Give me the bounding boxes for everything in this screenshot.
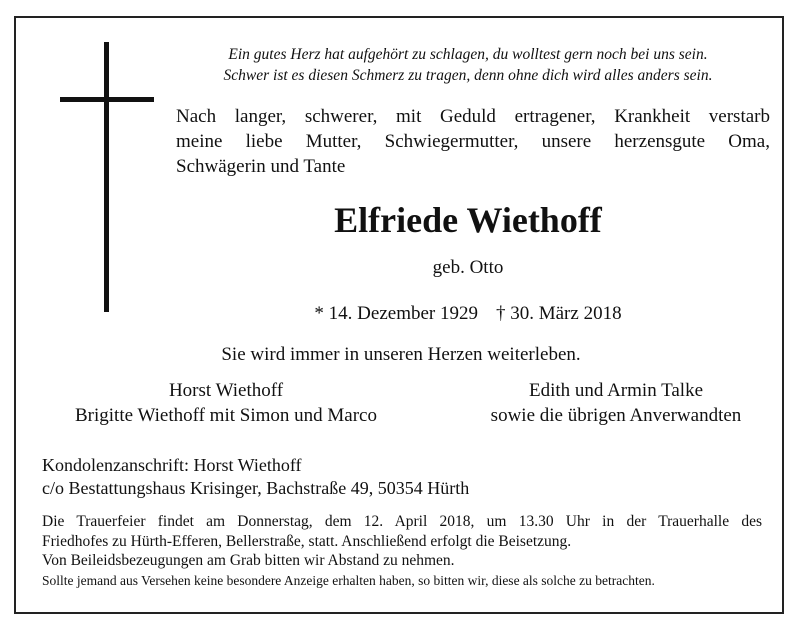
notice-line: Friedhofes zu Hürth-Efferen, Bellerstraße, statt. Anschließend erfolgt die Beisetzung. bbox=[42, 532, 572, 550]
condolence-line: Kondolenzanschrift: Horst Wiethoff bbox=[42, 455, 302, 475]
notice-line: Die Trauerfeier findet am Donnerstag, dem 12. April 2018, um 13.30 Uhr in der Trauerhalle des bbox=[42, 513, 762, 530]
disclaimer: Sollte jemand aus Versehen keine besondere Anzeige erhalten haben, so bitten wir, diese als solche zu betrachten. bbox=[42, 573, 655, 588]
cross-icon-bar bbox=[60, 97, 154, 102]
obituary-frame bbox=[14, 16, 784, 614]
mourner-line: sowie die übrigen Anverwandten bbox=[490, 405, 742, 426]
intro-line: Nach langer, schwerer, mit Geduld ertragener, Krankheit verstarb bbox=[176, 106, 770, 127]
mourners-left bbox=[41, 378, 411, 428]
maiden-name: geb. Otto bbox=[432, 257, 504, 278]
birth-date: * 14. Dezember 1929 bbox=[314, 303, 478, 324]
deceased-name: Elfriede Wiethoff bbox=[334, 200, 602, 240]
funeral-notice bbox=[42, 512, 762, 571]
mourner-line: Horst Wiethoff bbox=[168, 380, 284, 401]
condolence-address bbox=[42, 454, 762, 500]
mourner-line: Brigitte Wiethoff mit Simon und Marco bbox=[75, 405, 377, 426]
life-dates bbox=[166, 302, 770, 326]
condolence-line: c/o Bestattungshaus Krisinger, Bachstraße 49, 50354 Hürth bbox=[42, 478, 470, 498]
poem-line: Ein gutes Herz hat aufgehört zu schlagen, du wolltest gern noch bei uns sein. bbox=[228, 46, 708, 63]
mourners-right bbox=[431, 378, 800, 428]
cross-icon bbox=[104, 42, 109, 312]
notice-line: Von Beileidsbezeugungen am Grab bitten wir Abstand zu nehmen. bbox=[42, 552, 455, 569]
poem bbox=[166, 44, 770, 86]
mourner-line: Edith und Armin Talke bbox=[528, 380, 704, 401]
death-date: † 30. März 2018 bbox=[495, 303, 622, 324]
intro-line: Schwägerin und Tante bbox=[176, 156, 346, 177]
intro-text bbox=[176, 104, 770, 179]
motto: Sie wird immer in unseren Herzen weiterleben. bbox=[221, 344, 581, 365]
intro-line: meine liebe Mutter, Schwiegermutter, unsere herzensgute Oma, bbox=[176, 131, 770, 152]
poem-line: Schwer ist es diesen Schmerz zu tragen, denn ohne dich wird alles anders sein. bbox=[223, 67, 713, 84]
